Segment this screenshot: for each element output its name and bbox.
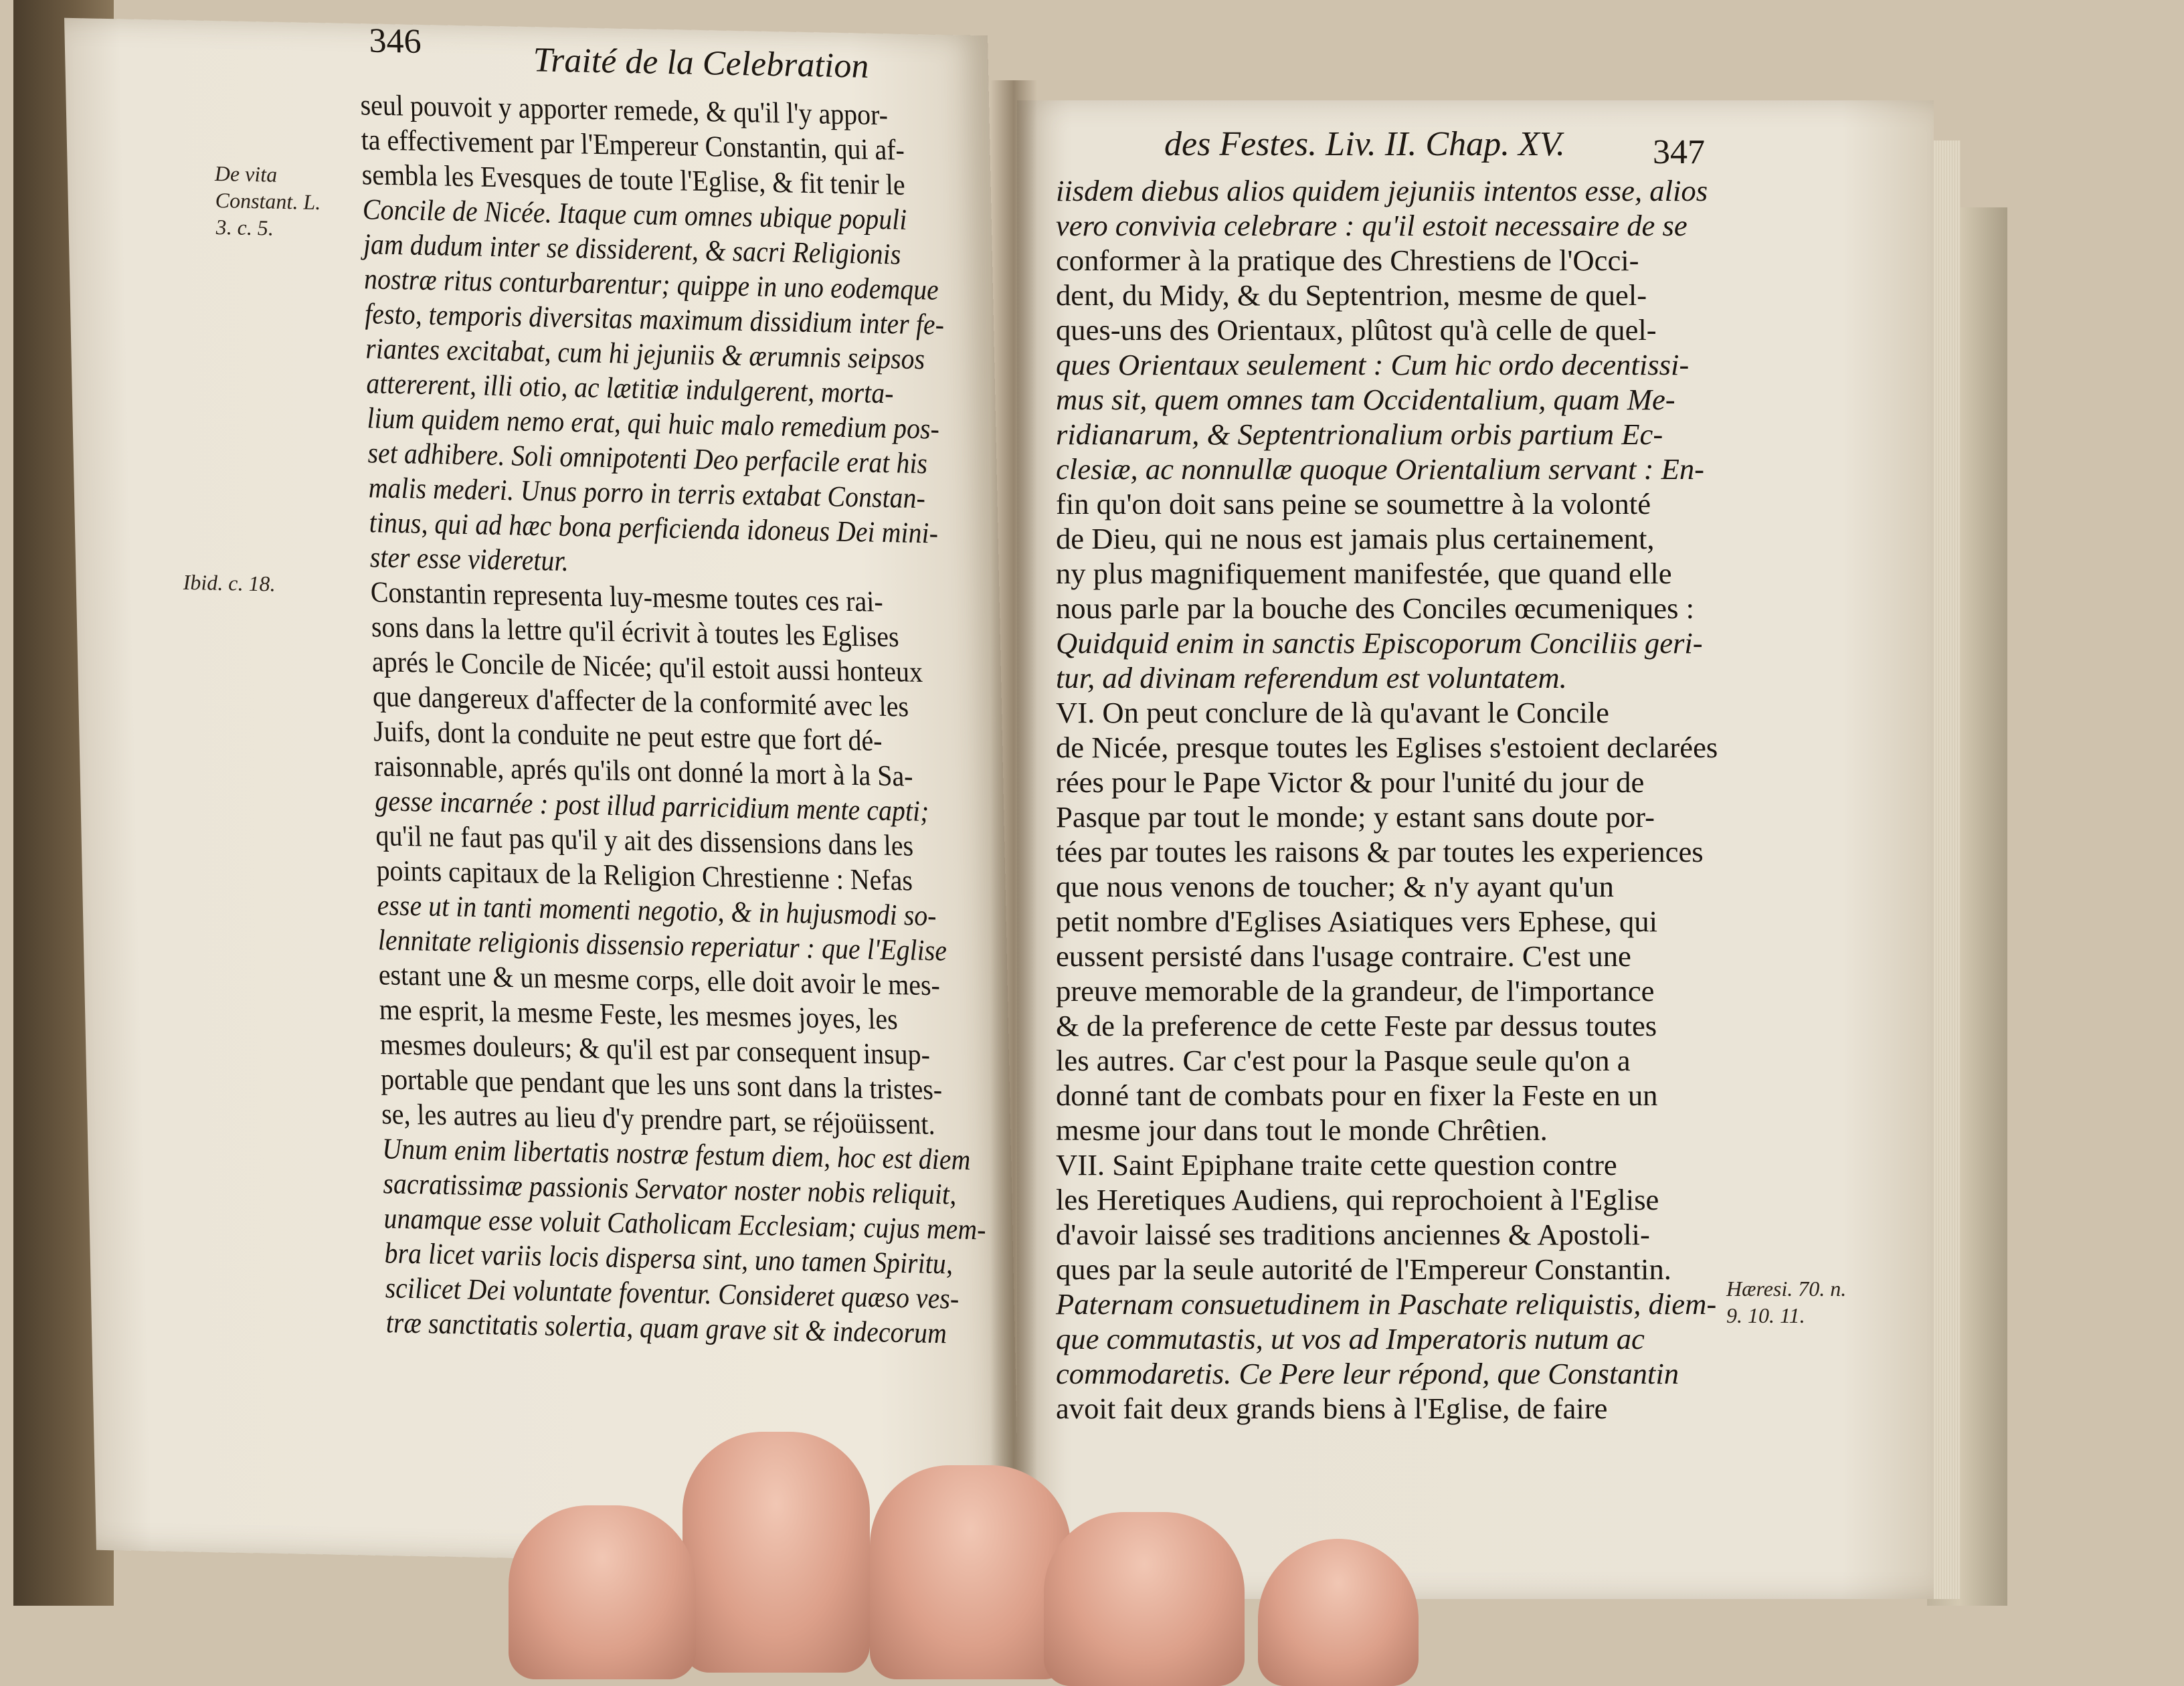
text-line: avoit fait deux grands biens à l'Eglise, de faire bbox=[1056, 1392, 1608, 1425]
text-line: mesme jour dans tout le monde Chrêtien. bbox=[1056, 1114, 1548, 1147]
text-line: Quidquid enim in sanctis Episcoporum Conciliis geri- bbox=[1056, 627, 1703, 660]
text-line: tées par toutes les raisons & par toutes les experiences bbox=[1056, 836, 1704, 868]
text-line: estant une & un mesme corps, elle doit avoir le mes- bbox=[378, 958, 941, 1002]
text-line: seul pouvoit y apporter remede, & qu'il l'y appor- bbox=[360, 88, 889, 132]
text-line: ta effectivement par l'Empereur Constantin, qui af- bbox=[361, 123, 905, 167]
left-page bbox=[64, 18, 1020, 1568]
text-line: fin qu'on doit sans peine se soumettre à la volonté bbox=[1056, 488, 1651, 521]
text-line: ny plus magnifiquement manifestée, que quand elle bbox=[1056, 557, 1672, 590]
text-line: ster esse videretur. bbox=[369, 541, 569, 577]
text-line: petit nombre d'Eglises Asiatiques vers Ephese, qui bbox=[1056, 905, 1657, 938]
text-line: les Heretiques Audiens, qui reprochoient à l'Eglise bbox=[1056, 1184, 1659, 1216]
finger bbox=[509, 1505, 696, 1679]
text-line: d'avoir laissé ses traditions anciennes & Apostoli- bbox=[1056, 1218, 1650, 1251]
text-line: VII. Saint Epiphane traite cette question contre bbox=[1056, 1149, 1617, 1182]
text-line: donné tant de combats pour en fixer la Feste en un bbox=[1056, 1079, 1658, 1112]
text-line: nous parle par la bouche des Conciles œcumeniques : bbox=[1056, 592, 1695, 625]
text-line: rées pour le Pape Victor & pour l'unité du jour de bbox=[1056, 766, 1645, 799]
text-line: commodaretis. Ce Pere leur répond, que Constantin bbox=[1056, 1357, 1679, 1390]
text-line: clesiæ, ac nonnullæ quoque Orientalium servant : En- bbox=[1056, 453, 1705, 486]
text-line: bra licet variis locis dispersa sint, uno tamen Spiritu, bbox=[383, 1236, 953, 1281]
right-running-head: des Festes. Liv. II. Chap. XV. bbox=[1164, 125, 1565, 163]
text-line: qu'il ne faut pas qu'il y ait des dissensions dans les bbox=[375, 819, 914, 862]
text-line: træ sanctitatis solertia, quam grave sit & indecorum bbox=[385, 1306, 947, 1350]
text-line: tur, ad divinam referendum est voluntatem. bbox=[1056, 662, 1567, 694]
text-line: les autres. Car c'est pour la Pasque seule qu'on a bbox=[1056, 1044, 1631, 1077]
text-line: attererent, illi otio, ac lætitiæ indulgerent, morta- bbox=[365, 367, 894, 410]
text-line: dent, du Midy, & du Septentrion, mesme de quel- bbox=[1056, 279, 1647, 312]
right-page-number: 347 bbox=[1653, 133, 1705, 171]
text-line: Juifs, dont la conduite ne peut estre que fort dé- bbox=[373, 715, 883, 757]
text-line: esse ut in tanti momenti negotio, & in hujusmodi so- bbox=[377, 888, 937, 933]
text-line: ridianarum, & Septentrionalium orbis partium Ec- bbox=[1056, 418, 1663, 451]
text-line: lennitate religionis dissensio reperiatur : que l'Eglise bbox=[377, 923, 947, 967]
left-margin-note-1: De vita Constant. L. 3. c. 5. bbox=[214, 161, 321, 240]
finger bbox=[1044, 1512, 1245, 1686]
text-line: ques-uns des Orientaux, plûtost qu'à celle de quel- bbox=[1056, 314, 1657, 347]
text-line: VI. On peut conclure de là qu'avant le Concile bbox=[1056, 696, 1609, 729]
text-line: que dangereux d'affecter de la conformité avec les bbox=[372, 680, 909, 723]
text-line: de Dieu, qui ne nous est jamais plus certainement, bbox=[1056, 523, 1655, 555]
left-page-number: 346 bbox=[368, 21, 422, 61]
text-line: Concile de Nicée. Itaque cum omnes ubique populi bbox=[362, 193, 907, 236]
text-line: ques par la seule autorité de l'Empereur Constantin. bbox=[1056, 1253, 1671, 1286]
text-line: conformer à la pratique des Chrestiens de l'Occi- bbox=[1056, 244, 1639, 277]
left-margin-note-2: Ibid. c. 18. bbox=[183, 569, 276, 596]
text-line: unamque esse voluit Catholicam Ecclesiam; cujus mem- bbox=[383, 1202, 986, 1246]
right-page bbox=[1017, 100, 1934, 1599]
right-page-text bbox=[1056, 174, 1718, 1426]
text-line: nostræ ritus conturbarentur; quippe in uno eodemque bbox=[363, 262, 939, 306]
text-line: vero convivia celebrare : qu'il estoit necessaire de se bbox=[1056, 209, 1688, 242]
text-line: portable que pendant que les uns sont dans la tristes- bbox=[380, 1062, 943, 1107]
left-page-text bbox=[360, 88, 1050, 1353]
text-line: Paternam consuetudinem in Paschate reliquistis, diem- bbox=[1056, 1288, 1717, 1321]
text-line: tinus, qui ad hæc bona perficienda idoneus Dei mini- bbox=[369, 506, 939, 550]
text-line: mesmes douleurs; & qu'il est par consequent insup- bbox=[379, 1028, 931, 1071]
text-line: me esprit, la mesme Feste, les mesmes joyes, les bbox=[379, 993, 899, 1036]
text-line: que nous venons de toucher; & n'y ayant qu'un bbox=[1056, 870, 1614, 903]
text-line: Unum enim libertatis nostræ festum diem, hoc est diem bbox=[381, 1132, 971, 1177]
book-gutter bbox=[990, 80, 1037, 1592]
text-line: set adhibere. Soli omnipotenti Deo perfacile erat his bbox=[367, 436, 928, 480]
text-line: mus sit, quem omnes tam Occidentalium, quam Me- bbox=[1056, 383, 1675, 416]
text-line: points capitaux de la Religion Chrestienne : Nefas bbox=[376, 854, 913, 897]
text-line: preuve memorable de la grandeur, de l'importance bbox=[1056, 975, 1655, 1008]
text-line: Pasque par tout le monde; y estant sans doute por- bbox=[1056, 801, 1655, 834]
text-line: que commutastis, ut vos ad Imperatoris nutum ac bbox=[1056, 1323, 1645, 1355]
text-line: sons dans la lettre qu'il écrivit à toutes les Eglises bbox=[371, 610, 899, 654]
text-line: & de la preference de cette Feste par dessus toutes bbox=[1056, 1010, 1657, 1042]
text-line: jam dudum inter se dissiderent, & sacri Religionis bbox=[363, 227, 901, 271]
text-line: Constantin representa luy-mesme toutes ces rai- bbox=[370, 575, 884, 618]
text-line: iisdem diebus alios quidem jejuniis intentos esse, alios bbox=[1056, 175, 1708, 207]
text-line: se, les autres au lieu d'y prendre part, se réjoüissent. bbox=[381, 1097, 935, 1141]
text-line: aprés le Concile de Nicée; qu'il estoit aussi honteux bbox=[371, 645, 923, 688]
text-line: eussent persisté dans l'usage contraire. C'est une bbox=[1056, 940, 1631, 973]
right-margin-note: Hæresi. 70. n. 9. 10. 11. bbox=[1726, 1277, 1847, 1327]
text-line: de Nicée, presque toutes les Eglises s'estoient declarées bbox=[1056, 731, 1718, 764]
text-line: sembla les Evesques de toute l'Eglise, & fit tenir le bbox=[361, 158, 906, 201]
finger bbox=[682, 1432, 870, 1673]
text-line: gesse incarnée : post illud parricidium mente capti; bbox=[374, 784, 929, 828]
text-line: ques Orientaux seulement : Cum hic ordo decentissi- bbox=[1056, 349, 1690, 381]
text-line: festo, temporis diversitas maximum dissidium inter fe- bbox=[364, 297, 945, 341]
text-line: riantes excitabat, cum hi jejuniis & ærumnis seipsos bbox=[365, 332, 925, 376]
text-line: sacratissimæ passionis Servator noster nobis reliquit, bbox=[382, 1167, 957, 1211]
left-running-head: Traité de la Celebration bbox=[533, 41, 869, 86]
finger bbox=[870, 1465, 1071, 1679]
text-line: lium quidem nemo erat, qui huic malo remedium pos- bbox=[366, 401, 940, 446]
text-line: scilicet Dei voluntate foventur. Consideret quæso ves- bbox=[385, 1271, 960, 1315]
text-line: raisonnable, aprés qu'ils ont donné la mort à la Sa- bbox=[373, 749, 913, 793]
text-line: malis mederi. Unus porro in terris extabat Constan- bbox=[368, 471, 926, 515]
